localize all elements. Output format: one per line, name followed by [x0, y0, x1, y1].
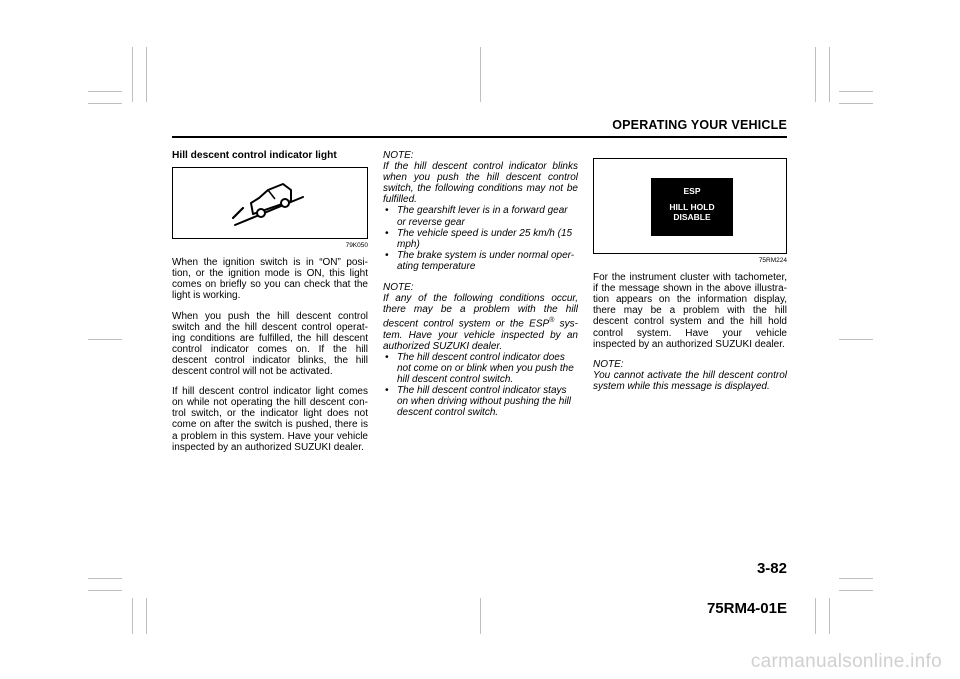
list-item: • The hill descent control indicator stays on when driving without pushing the hill descent control switch. [383, 385, 578, 418]
note-label: NOTE: [383, 150, 414, 161]
display-line: HILL HOLD [669, 202, 715, 212]
list-item: • The vehicle speed is under 25 km/h (15 mph) [383, 228, 578, 250]
middle-column [383, 150, 578, 426]
list-item: • The hill descent control indicator does not come on or blink when you push the hill descent control switch. [383, 352, 578, 385]
note-bullet-list [383, 352, 578, 419]
note-text [383, 293, 578, 352]
figure-code: 75RM224 [758, 257, 787, 264]
indicator-figure [172, 167, 368, 239]
section-heading: Hill descent control indicator light [172, 150, 337, 161]
note-text-part: sys-tem. Have your vehicle inspected by an authorized SUZUKI dealer. [383, 318, 579, 352]
info-display-message [651, 178, 733, 236]
hill-descent-control-icon [173, 168, 369, 240]
note-text-part: If any of the following conditions occur, there may be a problem with the hill descent control system or the ESP [383, 293, 578, 330]
paragraph: If hill descent control indicator light comes on while not operating the hill descent con-trol switch, or the indicator light does not come on after the switch is pushed, there is a problem in this system. Have your vehicle inspected by an authorized SUZUKI dealer. [172, 386, 368, 453]
watermark: carmanualsonline.info [750, 651, 942, 672]
display-figure [593, 158, 787, 254]
header-rule [172, 136, 787, 138]
paragraph: For the instrument cluster with tachometer, if the message shown in the above illustra-tion appears on the information display, there may be a problem with the hill descent control system and the hill hold control system. Have your vehicle inspected by an authorized SUZUKI dealer. [593, 272, 787, 350]
paragraph: When you push the hill descent control switch and the hill descent control operat-ing conditions are fulfilled, the hill descent control indicator comes on. If the hill descent control indicator blinks, the hill descent control will not be activated. [172, 310, 368, 378]
document-code: 75RM4-01E [706, 600, 787, 617]
list-item: • The gearshift lever is in a forward gear or reverse gear [383, 205, 578, 227]
section-title: OPERATING YOUR VEHICLE [612, 118, 787, 132]
note-text: If the hill descent control indicator blinks when you push the hill descent control switch, the following conditions may not be fulfilled. [383, 161, 578, 206]
left-column [172, 150, 368, 462]
figure-code: 79K050 [345, 242, 368, 250]
note-label: NOTE: [383, 282, 414, 294]
note-bullet-list [383, 205, 578, 272]
display-line: ESP [683, 186, 701, 196]
page-number: 3-82 [756, 560, 787, 577]
display-line: DISABLE [673, 212, 711, 222]
note-label: NOTE: [593, 358, 624, 370]
right-column [593, 158, 787, 400]
note-text: You cannot activate the hill descent control system while this message is displayed. [593, 369, 787, 392]
list-item: • The brake system is under normal oper-ating temperature [383, 250, 578, 272]
paragraph: When the ignition switch is in “ON” posi-tion, or the ignition mode is ON, this light comes on briefly so you can check that the light is working. [172, 257, 368, 302]
registered-mark: ® [549, 317, 555, 325]
